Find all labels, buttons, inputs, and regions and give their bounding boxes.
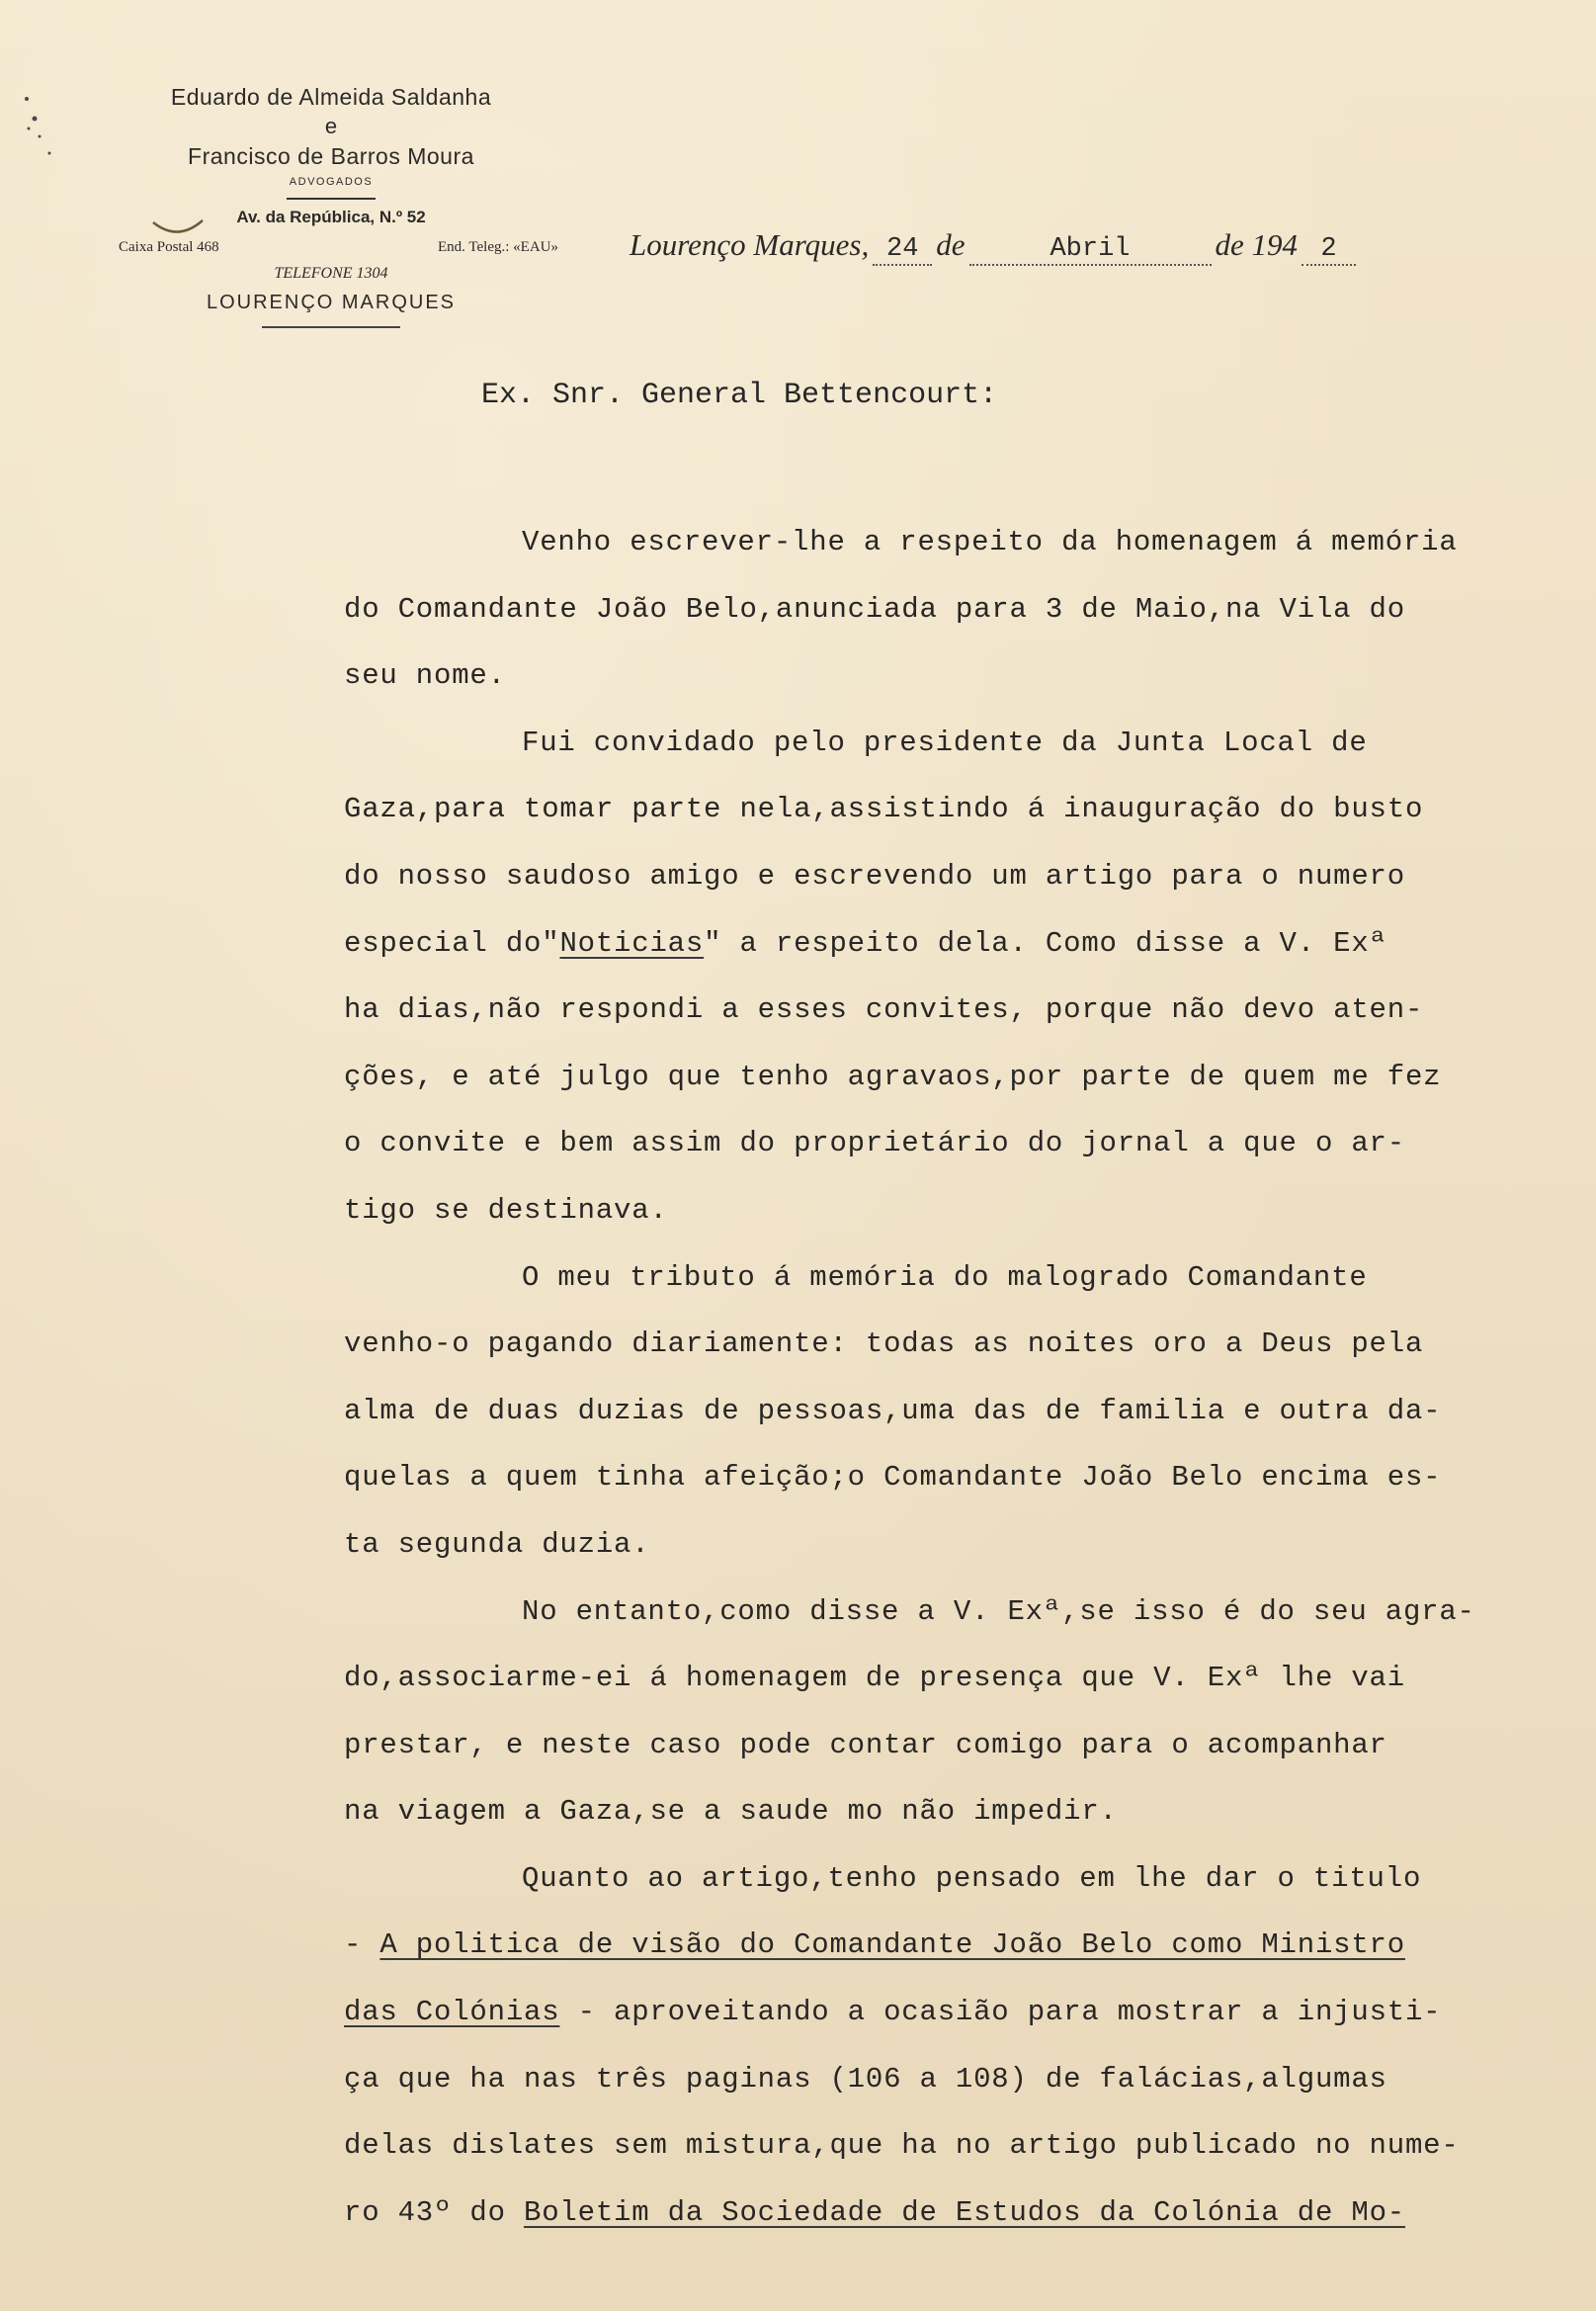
body-line: prestar, e neste caso pode contar comigo para o acompanhar — [344, 1728, 1387, 1761]
body-line: o convite e bem assim do proprietário do jornal a que o ar- — [344, 1127, 1405, 1160]
date-year-digit: 2 — [1302, 234, 1356, 266]
dateline — [630, 227, 1479, 266]
body-line: ções, e até julgo que tenho agravaos,por parte de quem me fez — [344, 1060, 1442, 1093]
body-line — [344, 910, 1550, 978]
body-line: quelas a quem tinha afeição;o Comandante João Belo encima es- — [344, 1461, 1442, 1495]
body-line: Quanto ao artigo,tenho pensado em lhe dar o titulo — [522, 1861, 1422, 1895]
body-line: Gaza,para tomar parte nela,assistindo á inauguração do busto — [344, 793, 1424, 826]
body-line: Venho escrever-lhe a respeito da homenagem á memória — [522, 526, 1458, 558]
article-title: A politica de visão do Comandante João Belo como Ministro — [379, 1928, 1405, 1962]
body-line: do,associarme-ei á homenagem de presença que V. Exª lhe vai — [344, 1662, 1405, 1695]
body-line: tigo se destinava. — [344, 1193, 668, 1227]
partner-name-2: Francisco de Barros Moura — [188, 143, 474, 169]
profession-label: ADVOGADOS — [289, 176, 374, 188]
letterhead-city: LOURENÇO MARQUES — [206, 292, 457, 313]
body-text-segment: " a respeito dela. Como disse a V. Exª — [704, 926, 1387, 960]
margin-ink-specks — [0, 79, 59, 168]
article-title-end: das Colónias — [344, 1996, 560, 2029]
letter-body — [344, 509, 1550, 2246]
salutation: Ex. Snr. General Bettencourt: — [481, 379, 998, 412]
body-line: delas dislates sem mistura,que ha no artigo publicado no nume- — [344, 2129, 1460, 2163]
telephone: TELEFONE 1304 — [274, 265, 388, 282]
letterhead-rule — [287, 198, 376, 200]
date-city: Lourenço Marques, — [630, 227, 870, 262]
body-text-segment: - aproveitando a ocasião para mostrar a injusti- — [559, 1996, 1442, 2029]
date-de-2: de 194 — [1215, 227, 1299, 262]
body-text-segment: especial do" — [344, 926, 560, 960]
letterhead-bottom-rule — [262, 326, 400, 328]
margin-marks — [0, 79, 59, 171]
date-day: 24 — [873, 234, 932, 266]
body-text-segment: - — [344, 1928, 380, 1962]
body-line: ta segunda duzia. — [344, 1527, 650, 1561]
body-line: do Comandante João Belo,anunciada para 3 de Maio,na Vila do — [344, 592, 1405, 626]
partner-name-1: Eduardo de Almeida Saldanha — [170, 84, 492, 110]
date-month: Abril — [969, 234, 1212, 266]
body-line — [344, 1912, 1550, 1979]
body-line: alma de duas duzias de pessoas,uma das de familia e outra da- — [344, 1394, 1442, 1427]
body-line: ha dias,não respondi a esses convites, porque não devo aten- — [344, 993, 1424, 1027]
date-de-1: de — [936, 227, 966, 262]
body-text-segment: ro 43º do — [344, 2195, 525, 2229]
body-line: do nosso saudoso amigo e escrevendo um artigo para o numero — [344, 859, 1405, 893]
partner-conjunction: e — [324, 114, 338, 138]
letterhead — [99, 81, 563, 328]
body-line — [344, 2180, 1550, 2247]
office-address: Av. da República, N.º 52 — [236, 208, 426, 226]
body-line — [344, 1979, 1550, 2046]
postal-box: Caixa Postal 468 — [119, 239, 219, 255]
body-line: ça que ha nas três paginas (106 a 108) de falácias,algumas — [344, 2062, 1387, 2096]
contact-row — [99, 239, 563, 256]
body-line: na viagem a Gaza,se a saude mo não impedir. — [344, 1795, 1118, 1829]
body-line: seu nome. — [344, 659, 506, 693]
body-line: venho-o pagando diariamente: todas as noites oro a Deus pela — [344, 1327, 1424, 1361]
body-line: No entanto,como disse a V. Exª,se isso é do seu agra- — [522, 1594, 1475, 1628]
body-line: O meu tributo á memória do malogrado Comandante — [522, 1260, 1368, 1294]
body-line: Fui convidado pelo presidente da Junta Local de — [522, 726, 1368, 759]
newspaper-title: Noticias — [559, 926, 705, 960]
telegraph-address: End. Teleg.: «EAU» — [438, 239, 558, 255]
bulletin-title: Boletim da Sociedade de Estudos da Colónia de Mo- — [524, 2195, 1405, 2229]
